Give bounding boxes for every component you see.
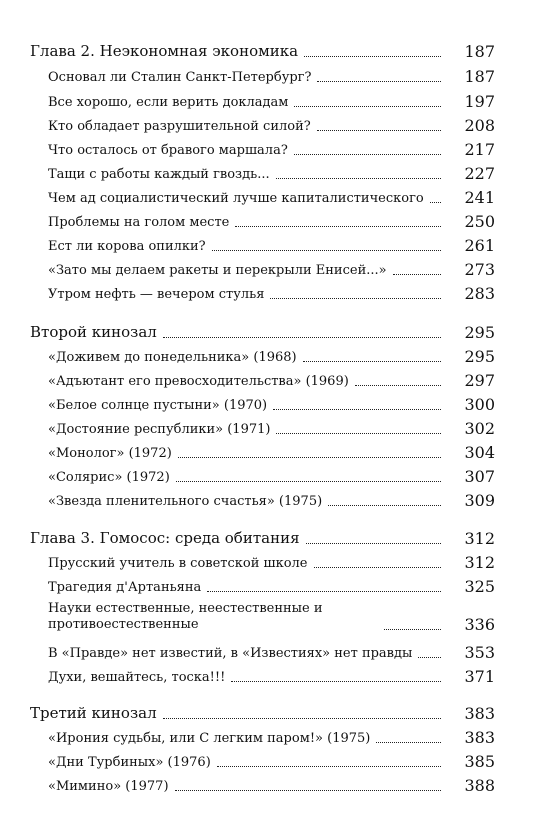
toc-entry <box>0 729 535 747</box>
toc-entry <box>0 372 535 390</box>
toc-page-number: 336 <box>464 614 495 634</box>
toc-entry <box>0 237 535 255</box>
toc-entry <box>0 68 535 86</box>
dot-leader <box>294 106 441 107</box>
toc-entry-title: Чем ад социалистический лучше капиталистического <box>48 190 424 206</box>
toc-page-number: 307 <box>464 467 495 486</box>
dot-leader <box>270 298 441 299</box>
dot-leader <box>328 505 441 506</box>
toc-page-number: 383 <box>464 704 495 723</box>
toc-chapter-entry <box>0 43 535 61</box>
toc-page-number: 261 <box>464 236 495 255</box>
toc-entry <box>0 348 535 366</box>
toc-chapter-title: Третий кинозал <box>30 704 157 723</box>
toc-entry-title: «Звезда пленительного счастья» (1975) <box>48 493 323 509</box>
toc-entry <box>0 644 535 662</box>
toc-entry-title: Тащи с работы каждый гвоздь... <box>48 166 270 182</box>
toc-entry <box>0 668 535 686</box>
toc-entry <box>0 117 535 135</box>
dot-leader <box>207 591 441 592</box>
dot-leader <box>273 409 441 410</box>
dot-leader <box>163 337 441 338</box>
toc-page-number: 297 <box>464 371 495 390</box>
toc-entry-title: Ест ли корова опилки? <box>48 238 206 254</box>
toc-page-number: 187 <box>464 67 495 86</box>
toc-entry-title: Трагедия д'Артаньяна <box>48 579 202 595</box>
toc-page-number: 241 <box>464 188 495 207</box>
toc-entry <box>0 601 535 634</box>
toc-entry <box>0 261 535 279</box>
dot-leader <box>294 154 441 155</box>
toc-page-number: 208 <box>464 116 495 135</box>
dot-leader <box>317 130 441 131</box>
dot-leader <box>376 742 441 743</box>
dot-leader <box>303 361 441 362</box>
toc-entry-title: «Доживем до понедельника» (1968) <box>48 349 297 365</box>
toc-entry-title: Основал ли Сталин Санкт-Петербург? <box>48 69 312 85</box>
toc-chapter-title: Глава 2. Неэкономная экономика <box>30 42 299 61</box>
toc-entry <box>0 578 535 596</box>
toc-page-number: 283 <box>464 284 495 303</box>
toc-entry-title: Науки естественные, неестественные и противоестественные <box>48 601 323 633</box>
toc-entry <box>0 93 535 111</box>
toc-page-number: 312 <box>464 529 495 548</box>
toc-entry <box>0 396 535 414</box>
dot-leader <box>384 629 441 630</box>
toc-entry-title: «Монолог» (1972) <box>48 445 172 461</box>
toc-page-number: 383 <box>464 728 495 747</box>
toc-entry <box>0 554 535 572</box>
dot-leader <box>217 766 441 767</box>
toc-entry-title: Что осталось от бравого маршала? <box>48 142 288 158</box>
toc-page-number: 304 <box>464 443 495 462</box>
toc-entry <box>0 444 535 462</box>
dot-leader <box>231 681 441 682</box>
toc-page-number: 371 <box>464 667 495 686</box>
toc-entry <box>0 189 535 207</box>
toc-entry <box>0 213 535 231</box>
toc-entry-title: Все хорошо, если верить докладам <box>48 94 289 110</box>
toc-chapter-entry <box>0 705 535 723</box>
toc-entry-title: Утром нефть — вечером стулья <box>48 286 265 302</box>
toc-page-number: 309 <box>464 491 495 510</box>
dot-leader <box>418 657 441 658</box>
toc-entry-title: «Дни Турбиных» (1976) <box>48 754 211 770</box>
toc-entry-title: «Достояние республики» (1971) <box>48 421 271 437</box>
toc-entry-title: «Белое солнце пустыни» (1970) <box>48 397 268 413</box>
toc-entry-title: «Мимино» (1977) <box>48 778 169 794</box>
dot-leader <box>355 385 441 386</box>
toc-entry-title: «Ирония судьбы, или С легким паром!» (1975) <box>48 730 371 746</box>
toc-page-number: 295 <box>464 347 495 366</box>
toc-chapter-title: Глава 3. Гомосос: среда обитания <box>30 529 300 548</box>
toc-page-number: 227 <box>464 164 495 183</box>
toc-page-number: 187 <box>464 42 495 61</box>
toc-chapter-entry <box>0 530 535 548</box>
dot-leader <box>317 81 441 82</box>
dot-leader <box>306 543 441 544</box>
toc-page-number: 250 <box>464 212 495 231</box>
dot-leader <box>175 790 441 791</box>
toc-entry <box>0 492 535 510</box>
toc-page-number: 273 <box>464 260 495 279</box>
toc-entry-title: Кто обладает разрушительной силой? <box>48 118 311 134</box>
toc-page-number: 302 <box>464 419 495 438</box>
toc-entry-title: Духи, вешайтесь, тоска!!! <box>48 669 226 685</box>
toc-entry <box>0 753 535 771</box>
toc-chapter-entry <box>0 324 535 342</box>
dot-leader <box>163 718 441 719</box>
toc-page-number: 217 <box>464 140 495 159</box>
toc-page-number: 353 <box>464 643 495 662</box>
toc-page-number: 385 <box>464 752 495 771</box>
dot-leader <box>276 433 441 434</box>
dot-leader <box>176 481 441 482</box>
dot-leader <box>393 274 441 275</box>
toc-entry-title: Проблемы на голом месте <box>48 214 230 230</box>
toc-entry <box>0 777 535 795</box>
toc-page-number: 197 <box>464 92 495 111</box>
toc-page-number: 295 <box>464 323 495 342</box>
dot-leader <box>304 56 441 57</box>
toc-page-number: 325 <box>464 577 495 596</box>
toc-entry-title: «Зато мы делаем ракеты и перекрыли Енисей...» <box>48 262 387 278</box>
toc-entry <box>0 141 535 159</box>
toc-entry-title: «Солярис» (1972) <box>48 469 170 485</box>
toc-page-number: 300 <box>464 395 495 414</box>
toc-entry <box>0 285 535 303</box>
toc-entry <box>0 420 535 438</box>
toc-entry-title: В «Правде» нет известий, в «Известиях» нет правды <box>48 645 413 661</box>
dot-leader <box>430 202 441 203</box>
dot-leader <box>235 226 441 227</box>
dot-leader <box>314 567 442 568</box>
toc-entry-title: «Адъютант его превосходительства» (1969) <box>48 373 349 389</box>
toc-entry <box>0 468 535 486</box>
toc-entry-title: Прусский учитель в советской школе <box>48 555 308 571</box>
toc-chapter-title: Второй кинозал <box>30 323 157 342</box>
toc-entry <box>0 165 535 183</box>
dot-leader <box>212 250 441 251</box>
dot-leader <box>178 457 441 458</box>
toc-page-number: 388 <box>464 776 495 795</box>
dot-leader <box>276 178 441 179</box>
toc-page-number: 312 <box>464 553 495 572</box>
